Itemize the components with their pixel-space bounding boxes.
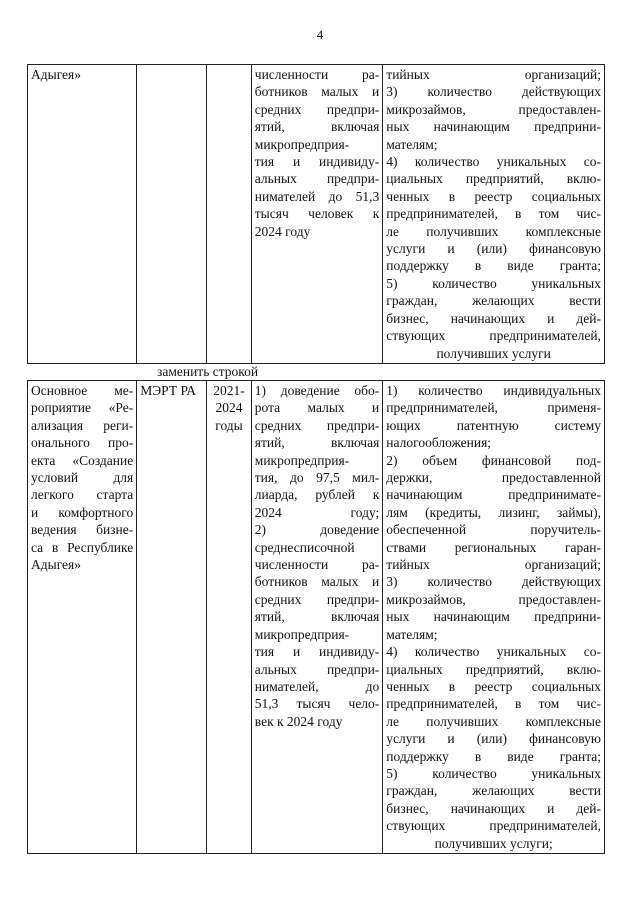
text-line: тийных организаций; — [386, 557, 601, 573]
text-line: средних предпри- — [254, 591, 380, 607]
text-line: держки, предоставленной — [386, 470, 601, 486]
text-line: микропредприя- — [254, 136, 350, 152]
text-line: граждан, желающих вести — [386, 293, 601, 309]
text-line: ченных в реестр социальных — [386, 188, 601, 204]
text-line: тысяч человек к — [254, 206, 380, 222]
cell-period — [207, 65, 252, 364]
text-line: поддержку в виде гранта; — [386, 748, 601, 764]
replace-instruction: заменить строкой — [157, 364, 259, 379]
text-line: ализация реги- — [31, 417, 134, 433]
cell-indicators — [383, 381, 605, 854]
text-line: средних предпри- — [254, 417, 380, 433]
text-line: роприятие «Ре- — [31, 400, 134, 416]
text-line: 2024 — [215, 400, 243, 416]
text-line: альных предпри- — [254, 661, 380, 677]
text-line: среднесписочной — [254, 539, 355, 555]
text-line: ятий, включая — [254, 609, 380, 625]
text-line: ботников малых и — [254, 84, 380, 100]
cell-executor: МЭРТ РА — [137, 381, 207, 854]
text-line: получивших услуги — [436, 345, 551, 361]
cell-indicators — [383, 65, 605, 364]
text-line: циальных предприятий, вклю- — [386, 661, 601, 677]
text-line: численности ра- — [254, 557, 380, 573]
text-line: налогообложения; — [386, 435, 492, 451]
text-line: 1) количество индивидуальных — [386, 383, 601, 398]
text-line: микрозаймов, предоставлен- — [386, 591, 601, 607]
text-line: ствами региональных гаран- — [386, 539, 601, 555]
text-line: ведения бизне- — [31, 522, 134, 538]
text-line: бизнес, начинающих и дей- — [386, 800, 601, 816]
text-line: микропредприя- — [254, 452, 350, 468]
text-line: легкого старта — [31, 487, 134, 503]
lower-table — [27, 380, 605, 854]
text-line: 4) количество уникальных со- — [386, 644, 601, 660]
text-line: 2) доведение — [254, 522, 380, 538]
text-line: тия, до 97,5 мил- — [254, 470, 380, 486]
text-line: бизнес, начинающих и дей- — [386, 310, 601, 326]
upper-table — [27, 64, 605, 364]
text-line: численности ра- — [254, 67, 380, 82]
text-line: ле получивших комплексные — [386, 223, 601, 239]
text-line: мателям; — [386, 626, 438, 642]
text-line: тия и индивиду- — [254, 154, 380, 170]
text-line: альных предпри- — [254, 171, 380, 187]
cell-event-name: Адыгея» — [28, 65, 137, 364]
text-line: ствующих предпринимателей, — [386, 818, 601, 834]
text-line: и комфортного — [31, 504, 134, 520]
text-line: 3) количество действующих — [386, 84, 601, 100]
text-line: век к 2024 году — [254, 713, 343, 729]
text-line: ных начинающим предприни- — [386, 609, 601, 625]
text-line: 4) количество уникальных со- — [386, 154, 601, 170]
text-line: ных начинающим предприни- — [386, 119, 601, 135]
text-line: ботников малых и — [254, 574, 380, 590]
text-line: екта «Создание — [31, 452, 134, 468]
cell-executor — [137, 65, 207, 364]
text-line: 3) количество действующих — [386, 574, 601, 590]
text-line: микропредприя- — [254, 626, 350, 642]
text-line: ятий, включая — [254, 435, 380, 451]
text-line: предпринимателей, в том чис- — [386, 696, 601, 712]
text-line: онального про- — [31, 435, 134, 451]
text-line: 2024 году; — [254, 504, 380, 520]
text-line: граждан, желающих вести — [386, 783, 601, 799]
text-line: Основное ме- — [31, 383, 134, 398]
text-line: условий для — [31, 470, 134, 486]
text-line: 2) объем финансовой под- — [386, 452, 601, 468]
cell-event-name — [28, 381, 137, 854]
text-line: микрозаймов, предоставлен- — [386, 101, 601, 117]
cell-period — [207, 381, 252, 854]
table-row — [28, 65, 605, 364]
text-line: поддержку в виде гранта; — [386, 258, 601, 274]
text-line: тия и индивиду- — [254, 644, 380, 660]
text-line: Адыгея» — [31, 557, 81, 573]
text-line: годы — [215, 417, 243, 433]
text-line: получивших услуги; — [434, 835, 553, 851]
text-line: средних предпри- — [254, 101, 380, 117]
text-line: ле получивших комплексные — [386, 713, 601, 729]
table-row — [28, 381, 605, 854]
text-line: ченных в реестр социальных — [386, 678, 601, 694]
text-line: рота малых и — [254, 400, 380, 416]
text-line: предпринимателей, в том чис- — [386, 206, 601, 222]
text-line: са в Республике — [31, 539, 134, 555]
text-line: нимателей до 51,3 — [254, 188, 380, 204]
text-line: лиарда, рублей к — [254, 487, 380, 503]
text-line: обеспеченной поручитель- — [386, 522, 601, 538]
text-line: ющих патентную систему — [386, 417, 601, 433]
text-line: тийных организаций; — [386, 67, 601, 82]
text-line: предпринимателей, применя- — [386, 400, 601, 416]
text-line: 5) количество уникальных — [386, 765, 601, 781]
text-line: услуги и (или) финансовую — [386, 241, 601, 257]
text-line: ствующих предпринимателей, — [386, 328, 601, 344]
text-line: ятий, включая — [254, 119, 380, 135]
cell-expected-result — [251, 65, 383, 364]
text-line: 2024 году — [254, 223, 311, 239]
text-line: мателям; — [386, 136, 438, 152]
page-number: 4 — [316, 27, 324, 42]
text-line: услуги и (или) финансовую — [386, 731, 601, 747]
text-line: циальных предприятий, вклю- — [386, 171, 601, 187]
text-line: 1) доведение обо- — [254, 383, 380, 398]
text-line: 5) количество уникальных — [386, 275, 601, 291]
text-line: 2021- — [213, 383, 245, 398]
text-line: 51,3 тысяч чело- — [254, 696, 380, 712]
text-line: начинающим предпринимате- — [386, 487, 601, 503]
text-line: нимателей, до — [254, 678, 380, 694]
text-line: лям (кредиты, лизинг, займы), — [386, 504, 601, 520]
cell-expected-result — [251, 381, 383, 854]
